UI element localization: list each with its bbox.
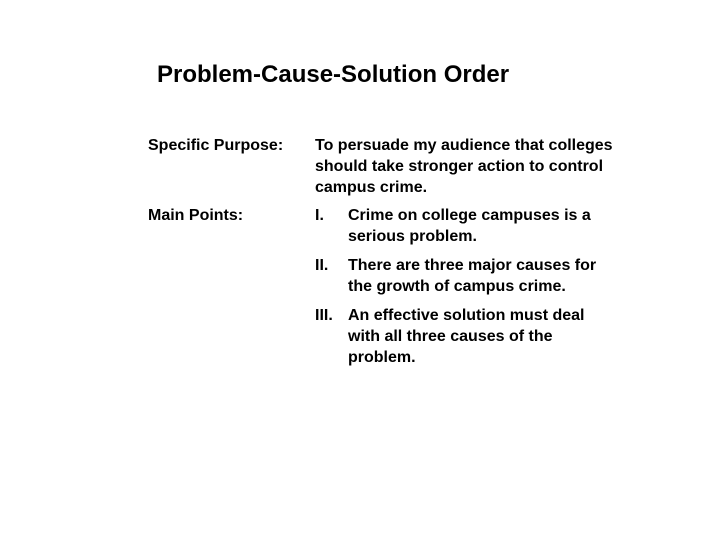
main-point-numeral: II.: [315, 257, 329, 274]
main-point-2: [315, 255, 635, 297]
main-point-text: An effective solution must deal with all three causes of the problem.: [348, 307, 585, 366]
main-point-text: There are three major causes for the growth of campus crime.: [348, 257, 597, 295]
main-point-1: [315, 205, 635, 247]
slide-title: Problem-Cause-Solution Order: [157, 61, 510, 88]
main-points-list: [315, 205, 635, 376]
main-point-text: Crime on college campuses is a serious problem.: [348, 207, 591, 245]
main-point-3: [315, 305, 635, 368]
main-point-numeral: I.: [315, 207, 324, 224]
main-point-numeral: III.: [315, 307, 333, 324]
main-points-label: Main Points:: [148, 207, 244, 224]
specific-purpose-text: To persuade my audience that colleges should take stronger action to control campus crime.: [315, 137, 613, 196]
specific-purpose-label: Specific Purpose:: [148, 137, 284, 154]
